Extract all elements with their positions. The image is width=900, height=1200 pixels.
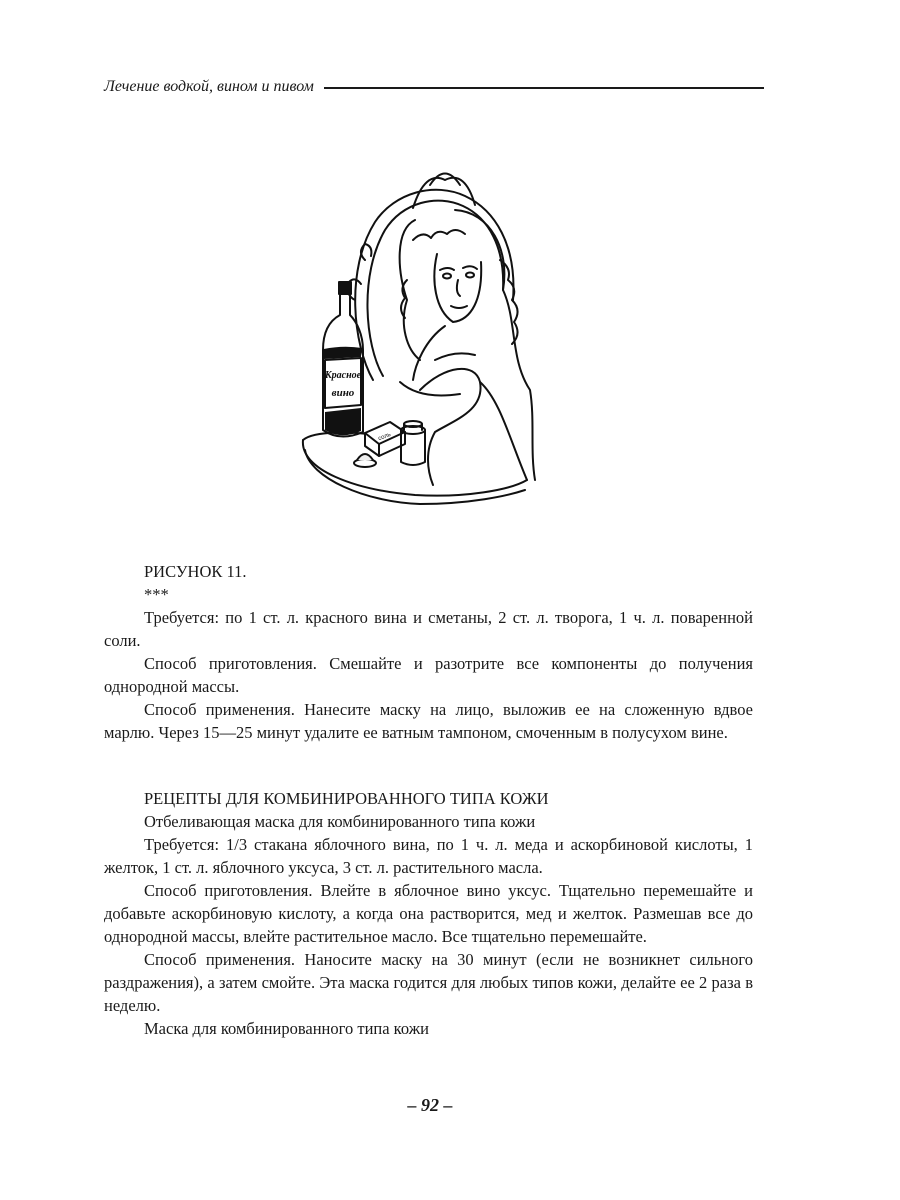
salt-box-label: соль [377,431,392,443]
figure-and-recipe-block [104,560,753,744]
small-dish [354,454,376,467]
bottle-label-line2: вино [331,387,355,399]
running-title: Лечение водкой, вином и пивом [104,78,314,95]
figure-separator: *** [144,585,169,604]
figure-caption: РИСУНОК 11. [144,562,247,581]
bottle-label-line1: Красное [324,370,362,381]
figure-illustration [295,150,545,520]
next-recipe-title: Маска для комбинированного типа кожи [144,1019,429,1038]
section-recipe-application: Способ применения. Наносите маску на 30 минут (если не возникнет сильного раздражения), а затем смойте. Эта маска годится для любых типов кожи, делайте ее 2 раза в неделю. [104,950,753,1015]
running-header [104,76,764,98]
recipe-preparation: Способ приготовления. Смешайте и разотрите все компоненты до получения однородной массы. [104,654,753,696]
page-number: – 92 – [407,1095,453,1115]
woman-figure [400,210,535,485]
combination-skin-section [104,787,753,1040]
section-heading: РЕЦЕПТЫ ДЛЯ КОМБИНИРОВАННОГО ТИПА КОЖИ [144,789,549,808]
section-recipe-requirements: Требуется: 1/3 стакана яблочного вина, по 1 ч. л. меда и аскорбиновой кислоты, 1 желток, 1 ст. л. яблочного уксуса, 3 ст. л. растительного масла. [104,835,753,877]
header-rule [324,87,764,89]
section-recipe-preparation: Способ приготовления. Влейте в яблочное вино уксус. Тщательно перемешайте и добавьте аскорбиновую кислоту, а когда она растворится, мед и желток. Размешав все до однородной массы, влейте растительное масло. Все тщательно перемешайте. [104,881,753,946]
recipe-title: Отбеливающая маска для комбинированного типа кожи [144,812,536,831]
vanity-table [303,433,527,504]
recipe-application: Способ применения. Нанесите маску на лицо, выложив ее на сложенную вдвое марлю. Через 15—25 минут удалите ее ватным тампоном, смоченным в полусухом вине. [104,700,753,742]
mirror-frame [348,174,514,396]
recipe-requirements: Требуется: по 1 ст. л. красного вина и сметаны, 2 ст. л. творога, 1 ч. л. поваренной соли. [104,608,753,650]
